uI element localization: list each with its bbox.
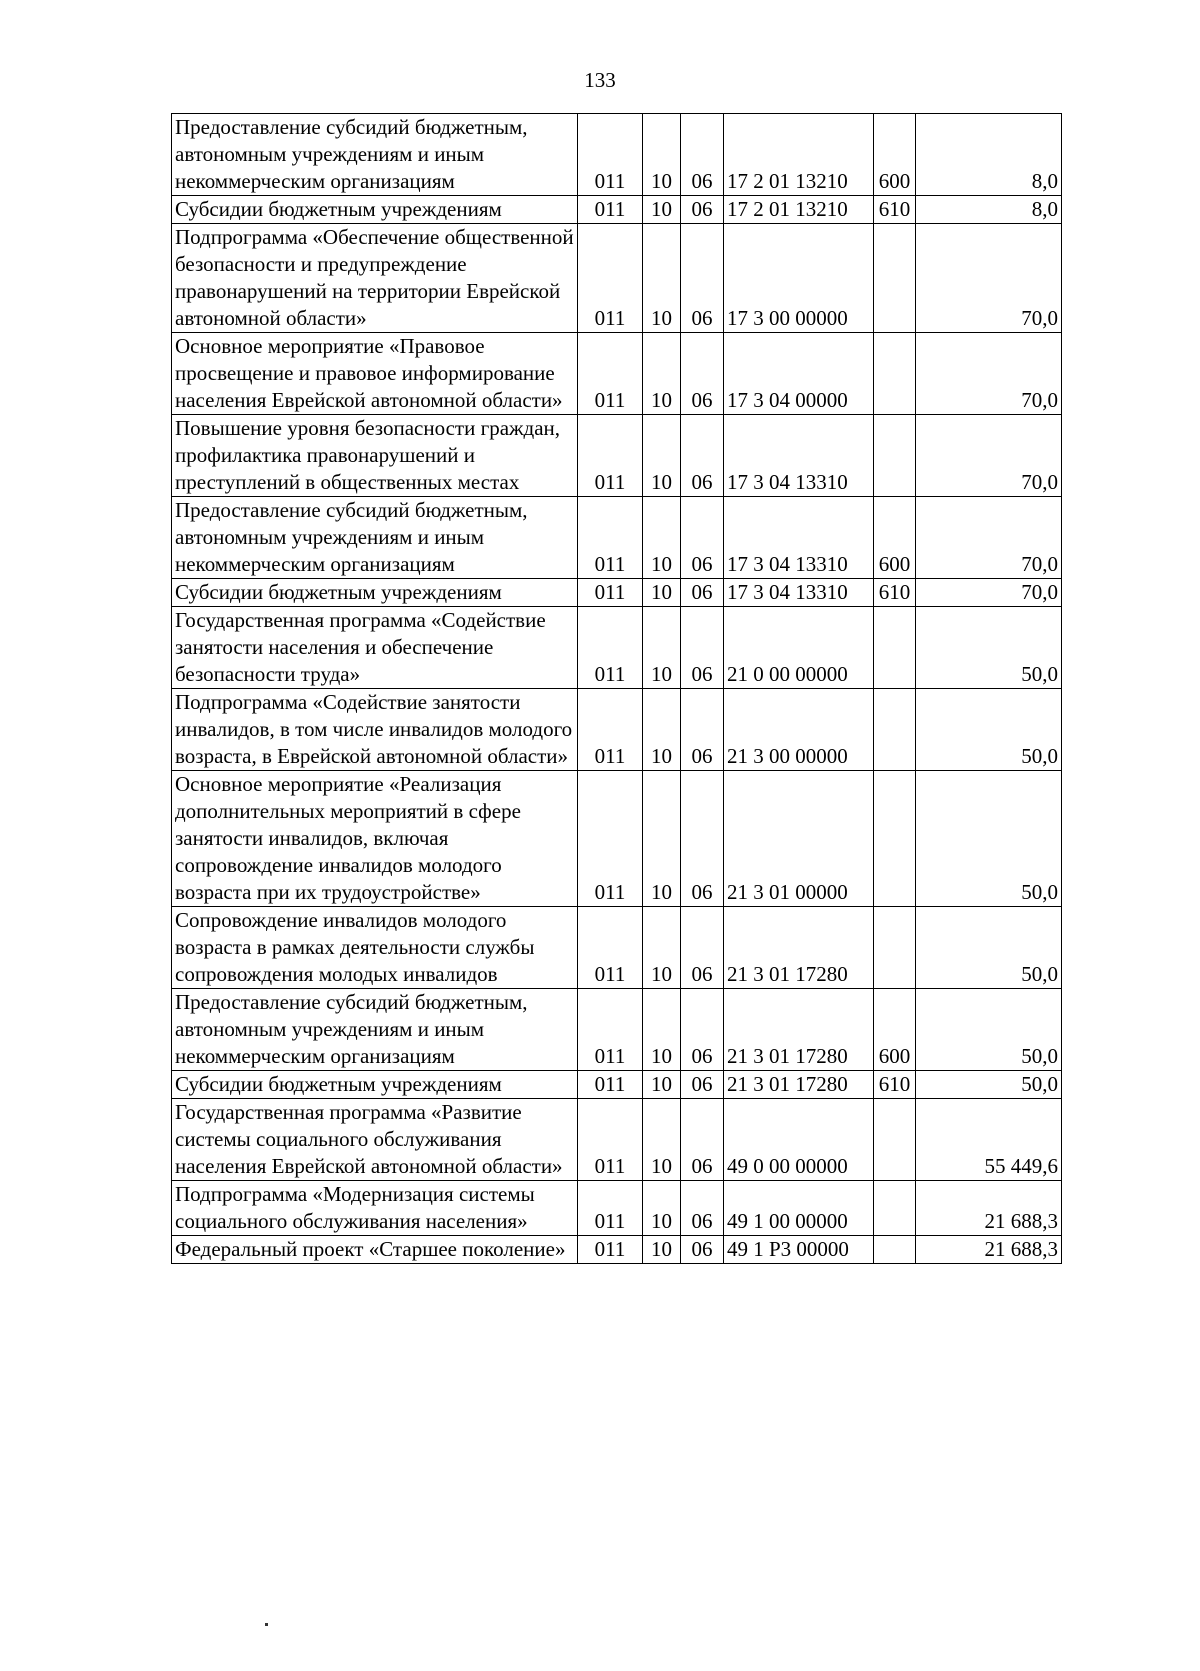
table-row — [172, 1099, 1062, 1181]
amount-cell: 70,0 — [916, 497, 1062, 579]
target-article-cell: 17 2 01 13210 — [724, 196, 874, 224]
section-code-cell: 10 — [643, 1099, 681, 1181]
subsection-code-cell: 06 — [681, 1071, 724, 1099]
target-article-cell: 17 3 04 13310 — [724, 415, 874, 497]
row-name-cell: Подпрограмма «Содействие занятости инвалидов, в том числе инвалидов молодого возраста, в Еврейской автономной области» — [172, 689, 578, 771]
table-row — [172, 579, 1062, 607]
target-article-cell: 21 0 00 00000 — [724, 607, 874, 689]
section-code-cell: 10 — [643, 114, 681, 196]
section-code-cell: 10 — [643, 689, 681, 771]
section-code-cell: 10 — [643, 907, 681, 989]
expense-type-cell — [874, 1236, 916, 1264]
ministry-code-cell: 011 — [578, 689, 643, 771]
expense-type-cell — [874, 689, 916, 771]
table-row — [172, 907, 1062, 989]
ministry-code-cell: 011 — [578, 1071, 643, 1099]
ministry-code-cell: 011 — [578, 1236, 643, 1264]
section-code-cell: 10 — [643, 497, 681, 579]
section-code-cell: 10 — [643, 333, 681, 415]
ministry-code-cell: 011 — [578, 607, 643, 689]
subsection-code-cell: 06 — [681, 333, 724, 415]
ministry-code-cell: 011 — [578, 907, 643, 989]
target-article-cell: 17 3 04 13310 — [724, 579, 874, 607]
ministry-code-cell: 011 — [578, 415, 643, 497]
subsection-code-cell: 06 — [681, 114, 724, 196]
ministry-code-cell: 011 — [578, 333, 643, 415]
subsection-code-cell: 06 — [681, 1099, 724, 1181]
subsection-code-cell: 06 — [681, 415, 724, 497]
section-code-cell: 10 — [643, 771, 681, 907]
scan-speck — [265, 1623, 268, 1626]
ministry-code-cell: 011 — [578, 114, 643, 196]
target-article-cell: 49 1 00 00000 — [724, 1181, 874, 1236]
row-name-cell: Государственная программа «Развитие системы социального обслуживания населения Еврейской автономной области» — [172, 1099, 578, 1181]
ministry-code-cell: 011 — [578, 579, 643, 607]
budget-table — [171, 113, 1062, 1264]
subsection-code-cell: 06 — [681, 907, 724, 989]
subsection-code-cell: 06 — [681, 224, 724, 333]
amount-cell: 70,0 — [916, 579, 1062, 607]
target-article-cell: 17 3 04 13310 — [724, 497, 874, 579]
expense-type-cell: 600 — [874, 989, 916, 1071]
section-code-cell: 10 — [643, 1071, 681, 1099]
table-body — [172, 114, 1062, 1264]
ministry-code-cell: 011 — [578, 1181, 643, 1236]
subsection-code-cell: 06 — [681, 607, 724, 689]
target-article-cell: 21 3 01 17280 — [724, 907, 874, 989]
amount-cell: 55 449,6 — [916, 1099, 1062, 1181]
subsection-code-cell: 06 — [681, 989, 724, 1071]
row-name-cell: Федеральный проект «Старшее поколение» — [172, 1236, 578, 1264]
row-name-cell: Основное мероприятие «Правовое просвещение и правовое информирование населения Еврейской автономной области» — [172, 333, 578, 415]
ministry-code-cell: 011 — [578, 196, 643, 224]
ministry-code-cell: 011 — [578, 771, 643, 907]
subsection-code-cell: 06 — [681, 579, 724, 607]
row-name-cell: Субсидии бюджетным учреждениям — [172, 196, 578, 224]
table-row — [172, 1071, 1062, 1099]
subsection-code-cell: 06 — [681, 1181, 724, 1236]
section-code-cell: 10 — [643, 415, 681, 497]
target-article-cell: 17 3 04 00000 — [724, 333, 874, 415]
expense-type-cell: 600 — [874, 114, 916, 196]
expense-type-cell: 610 — [874, 1071, 916, 1099]
expense-type-cell: 610 — [874, 579, 916, 607]
subsection-code-cell: 06 — [681, 497, 724, 579]
amount-cell: 50,0 — [916, 689, 1062, 771]
table-row — [172, 689, 1062, 771]
expense-type-cell — [874, 224, 916, 333]
amount-cell: 50,0 — [916, 607, 1062, 689]
table-row — [172, 333, 1062, 415]
expense-type-cell — [874, 1181, 916, 1236]
amount-cell: 50,0 — [916, 1071, 1062, 1099]
row-name-cell: Субсидии бюджетным учреждениям — [172, 1071, 578, 1099]
target-article-cell: 21 3 01 17280 — [724, 1071, 874, 1099]
amount-cell: 70,0 — [916, 224, 1062, 333]
expense-type-cell — [874, 333, 916, 415]
amount-cell: 50,0 — [916, 907, 1062, 989]
amount-cell: 50,0 — [916, 989, 1062, 1071]
subsection-code-cell: 06 — [681, 771, 724, 907]
row-name-cell: Предоставление субсидий бюджетным, автономным учреждениям и иным некоммерческим организациям — [172, 497, 578, 579]
row-name-cell: Предоставление субсидий бюджетным, автономным учреждениям и иным некоммерческим организациям — [172, 114, 578, 196]
target-article-cell: 17 2 01 13210 — [724, 114, 874, 196]
target-article-cell: 21 3 01 17280 — [724, 989, 874, 1071]
subsection-code-cell: 06 — [681, 689, 724, 771]
target-article-cell: 49 0 00 00000 — [724, 1099, 874, 1181]
ministry-code-cell: 011 — [578, 1099, 643, 1181]
amount-cell: 50,0 — [916, 771, 1062, 907]
row-name-cell: Подпрограмма «Модернизация системы социального обслуживания населения» — [172, 1181, 578, 1236]
section-code-cell: 10 — [643, 196, 681, 224]
table-row — [172, 114, 1062, 196]
row-name-cell: Повышение уровня безопасности граждан, профилактика правонарушений и преступлений в общественных местах — [172, 415, 578, 497]
amount-cell: 8,0 — [916, 114, 1062, 196]
amount-cell: 21 688,3 — [916, 1236, 1062, 1264]
table-row — [172, 771, 1062, 907]
table-row — [172, 196, 1062, 224]
amount-cell: 8,0 — [916, 196, 1062, 224]
row-name-cell: Предоставление субсидий бюджетным, автономным учреждениям и иным некоммерческим организациям — [172, 989, 578, 1071]
target-article-cell: 21 3 01 00000 — [724, 771, 874, 907]
expense-type-cell — [874, 907, 916, 989]
amount-cell: 70,0 — [916, 333, 1062, 415]
target-article-cell: 17 3 00 00000 — [724, 224, 874, 333]
table-row — [172, 1236, 1062, 1264]
target-article-cell: 49 1 P3 00000 — [724, 1236, 874, 1264]
ministry-code-cell: 011 — [578, 224, 643, 333]
table-row — [172, 415, 1062, 497]
row-name-cell: Сопровождение инвалидов молодого возраста в рамках деятельности службы сопровождения молодых инвалидов — [172, 907, 578, 989]
row-name-cell: Подпрограмма «Обеспечение общественной безопасности и предупреждение правонарушений на территории Еврейской автономной области» — [172, 224, 578, 333]
subsection-code-cell: 06 — [681, 196, 724, 224]
table-row — [172, 607, 1062, 689]
expense-type-cell — [874, 415, 916, 497]
expense-type-cell: 600 — [874, 497, 916, 579]
table-row — [172, 224, 1062, 333]
section-code-cell: 10 — [643, 607, 681, 689]
expense-type-cell — [874, 607, 916, 689]
subsection-code-cell: 06 — [681, 1236, 724, 1264]
section-code-cell: 10 — [643, 579, 681, 607]
section-code-cell: 10 — [643, 1181, 681, 1236]
ministry-code-cell: 011 — [578, 989, 643, 1071]
section-code-cell: 10 — [643, 1236, 681, 1264]
row-name-cell: Субсидии бюджетным учреждениям — [172, 579, 578, 607]
table-row — [172, 989, 1062, 1071]
section-code-cell: 10 — [643, 989, 681, 1071]
expense-type-cell — [874, 1099, 916, 1181]
amount-cell: 70,0 — [916, 415, 1062, 497]
section-code-cell: 10 — [643, 224, 681, 333]
row-name-cell: Основное мероприятие «Реализация дополнительных мероприятий в сфере занятости инвалидов, включая сопровождение инвалидов молодого возраста при их трудоустройстве» — [172, 771, 578, 907]
expense-type-cell — [874, 771, 916, 907]
expense-type-cell: 610 — [874, 196, 916, 224]
ministry-code-cell: 011 — [578, 497, 643, 579]
row-name-cell: Государственная программа «Содействие занятости населения и обеспечение безопасности труда» — [172, 607, 578, 689]
table-row — [172, 497, 1062, 579]
table-row — [172, 1181, 1062, 1236]
amount-cell: 21 688,3 — [916, 1181, 1062, 1236]
page-number: 133 — [584, 68, 616, 92]
target-article-cell: 21 3 00 00000 — [724, 689, 874, 771]
